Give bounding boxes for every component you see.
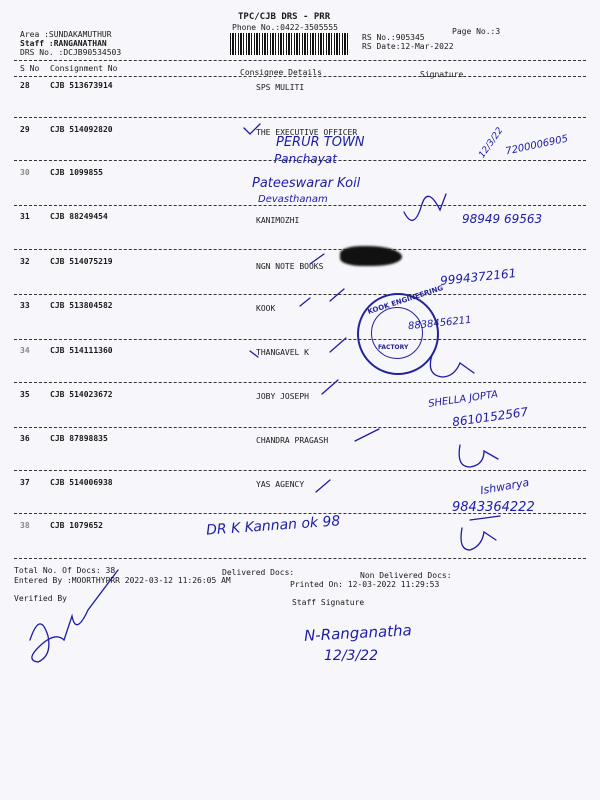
signature-34-icon xyxy=(430,355,474,377)
handwritten-date: 12/3/22 xyxy=(477,125,506,161)
staff-signature: N-Ranganatha xyxy=(303,621,413,645)
staff-signature-date: 12/3/22 xyxy=(324,648,378,664)
check-mark-icon xyxy=(330,338,346,352)
row-consignee: CHANDRA PRAGASH xyxy=(256,436,329,445)
col-sno: S No xyxy=(20,64,40,73)
verified-by-label: Verified By xyxy=(14,594,67,603)
handwritten-text: PERUR TOWN xyxy=(276,135,365,150)
row-consignee: THANGAVEL K xyxy=(256,348,309,357)
row-sno: 31 xyxy=(20,212,30,221)
rs-date: RS Date:12-Mar-2022 xyxy=(362,42,454,51)
row-sno: 35 xyxy=(20,390,30,399)
handwritten-phone: 98949 69563 xyxy=(462,212,543,226)
handwritten-text: DR K Kannan ok 98 xyxy=(205,513,341,539)
printed-on: Printed On: 12-03-2022 11:29:53 xyxy=(290,580,440,589)
row-consignee: KOOK xyxy=(256,304,276,313)
document-title: TPC/CJB DRS - PRR xyxy=(238,12,331,22)
row-consignment: CJB 87898835 xyxy=(50,434,108,443)
row-consignee: SPS MULITI xyxy=(256,83,305,92)
row-consignee: JOBY JOSEPH xyxy=(256,392,309,401)
check-mark-icon xyxy=(244,124,260,134)
row-consignment: CJB 514075219 xyxy=(50,257,113,266)
row-consignment: CJB 514111360 xyxy=(50,346,113,355)
row-consignee: YAS AGENCY xyxy=(256,480,305,489)
handwritten-phone: 9994372161 xyxy=(439,266,517,288)
staff-label: Staff :RANGANATHAN xyxy=(20,39,107,48)
row-sno: 28 xyxy=(20,81,30,90)
handwritten-text: Pateeswarar Koil xyxy=(252,176,361,191)
col-signature: Signature xyxy=(420,70,464,79)
stamp-text-outer: KOOK ENGINEERING xyxy=(366,284,445,316)
handwritten-phone: 8610152567 xyxy=(451,404,529,430)
row-consignment: CJB 1099855 xyxy=(50,168,103,177)
drs-number: DRS No. :DCJB90534503 xyxy=(20,48,122,57)
col-consignee: Consignee Details xyxy=(240,68,322,77)
row-sno: 38 xyxy=(20,521,30,530)
handwritten-text: Panchayat xyxy=(274,152,337,166)
row-consignment: CJB 514092820 xyxy=(50,125,113,134)
check-mark-icon xyxy=(316,480,330,492)
row-consignment: CJB 514006938 xyxy=(50,478,113,487)
handwritten-phone: 8838456211 xyxy=(407,314,473,333)
row-sno: 34 xyxy=(20,346,30,355)
row-consignment: CJB 513804582 xyxy=(50,301,113,310)
area-label: Area :SUNDAKAMUTHUR xyxy=(20,30,112,39)
row-sno: 32 xyxy=(20,257,30,266)
check-mark-icon xyxy=(330,289,344,301)
row-consignment: CJB 88249454 xyxy=(50,212,108,221)
row-consignment: CJB 513673914 xyxy=(50,81,113,90)
stamp-text-inner: FACTORY xyxy=(378,344,409,351)
entered-by: Entered By :MOORTHYPRR 2022-03-12 11:26:05 AM xyxy=(14,576,231,585)
handwritten-phone: 7200006905 xyxy=(504,133,570,158)
page-number: Page No.:3 xyxy=(452,27,501,36)
phone-number: Phone No.:0422-3505555 xyxy=(232,23,338,32)
row-sno: 33 xyxy=(20,301,30,310)
row-consignment: CJB 1079652 xyxy=(50,521,103,530)
check-mark-icon xyxy=(322,380,338,394)
row-sno: 36 xyxy=(20,434,30,443)
check-mark-icon xyxy=(310,254,324,264)
non-delivered-docs: Non Delivered Docs: xyxy=(360,571,452,580)
handwritten-text: Devasthanam xyxy=(258,194,328,205)
signature-31-icon xyxy=(404,194,446,220)
handwritten-phone: 9843364222 xyxy=(452,500,535,515)
handwritten-name: SHELLA JOPTA xyxy=(427,389,499,410)
col-consignment: Consignment No xyxy=(50,64,118,73)
staff-signature-label: Staff Signature xyxy=(292,598,365,607)
row-sno: 37 xyxy=(20,478,30,487)
check-mark-icon xyxy=(355,429,379,441)
total-docs: Total No. Of Docs: 38 xyxy=(14,566,116,575)
row-sno: 29 xyxy=(20,125,30,134)
handwritten-name: Ishwarya xyxy=(479,475,531,498)
check-mark-icon xyxy=(250,351,258,357)
check-mark-icon xyxy=(300,298,310,306)
delivered-docs: Delivered Docs: xyxy=(222,568,295,577)
row-consignee: NGN NOTE BOOKS xyxy=(256,262,324,271)
row-consignee: THE EXECUTIVE OFFICER xyxy=(256,128,358,137)
row-sno: 30 xyxy=(20,168,30,177)
signature-38-icon xyxy=(461,516,500,550)
row-consignment: CJB 514023672 xyxy=(50,390,113,399)
row-consignee: KANIMOZHI xyxy=(256,216,300,225)
rs-number: RS No.:905345 xyxy=(362,33,425,42)
signature-36-icon xyxy=(459,445,498,467)
